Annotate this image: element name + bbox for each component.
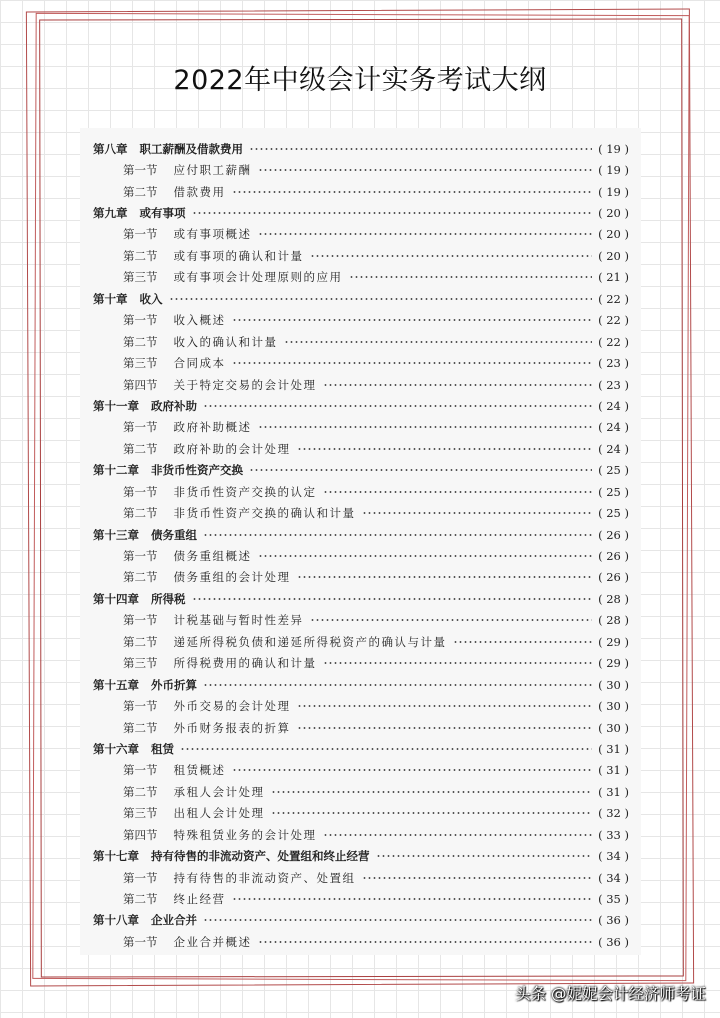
section-number: 第一节 (123, 870, 158, 885)
toc-chapter-row (93, 738, 629, 759)
section-title: 应付职工薪酬 (173, 163, 252, 178)
toc-section-row (93, 159, 629, 180)
section-number: 第一节 (123, 420, 158, 435)
section-title: 计税基础与暂时性差异 (173, 613, 304, 628)
page-number: ( 21 ) (598, 270, 629, 285)
chapter-title: 政府补助 (151, 398, 197, 413)
section-title: 非货币性资产交换的确认和计量 (173, 506, 356, 521)
toc-chapter-row (93, 395, 629, 416)
section-number: 第二节 (123, 334, 158, 349)
section-title: 终止经营 (173, 892, 226, 907)
section-title: 关于特定交易的会计处理 (173, 377, 317, 392)
dot-leader (203, 684, 592, 686)
toc-section-row (93, 481, 629, 502)
dot-leader (249, 148, 592, 150)
page-number: ( 31 ) (598, 784, 629, 799)
chapter-number: 第十七章 (93, 849, 139, 864)
page-number: ( 20 ) (598, 248, 629, 263)
toc-section-row (93, 224, 629, 245)
dot-leader (232, 898, 593, 900)
page-number: ( 30 ) (598, 720, 629, 735)
page-title: 2022年中级会计实务考试大纲 (173, 65, 547, 96)
dot-leader (271, 791, 593, 793)
dot-leader (349, 276, 593, 278)
page-number: ( 22 ) (598, 313, 629, 328)
page-number: ( 25 ) (598, 484, 629, 499)
section-number: 第一节 (123, 934, 158, 949)
toc-section-row (93, 931, 629, 952)
page-number: ( 22 ) (598, 291, 629, 306)
section-number: 第三节 (123, 270, 158, 285)
toc-section-row (93, 352, 629, 373)
section-number: 第一节 (123, 763, 158, 778)
dot-leader (203, 534, 592, 536)
page-number: ( 20 ) (598, 206, 629, 221)
page-number: ( 30 ) (598, 699, 629, 714)
dot-leader (258, 169, 593, 171)
toc-section-row (93, 417, 629, 438)
toc-chapter-row (93, 910, 629, 931)
dot-leader (310, 255, 593, 257)
dot-leader (249, 469, 592, 471)
page-number: ( 19 ) (598, 163, 629, 178)
section-number: 第三节 (123, 806, 158, 821)
section-title: 所得税费用的确认和计量 (173, 656, 317, 671)
section-number: 第四节 (123, 377, 158, 392)
section-title: 承租人会计处理 (173, 784, 265, 799)
section-title: 企业合并概述 (173, 934, 252, 949)
chapter-number: 第九章 (93, 206, 128, 221)
dot-leader (284, 341, 593, 343)
section-number: 第三节 (123, 656, 158, 671)
dot-leader (323, 491, 593, 493)
page-number: ( 26 ) (598, 570, 629, 585)
page-number: ( 35 ) (598, 892, 629, 907)
dot-leader (203, 919, 592, 921)
section-title: 收入的确认和计量 (173, 334, 278, 349)
section-number: 第四节 (123, 827, 158, 842)
dot-leader (323, 834, 593, 836)
dot-leader (232, 191, 593, 193)
chapter-number: 第十六章 (93, 741, 139, 756)
toc-section-row (93, 610, 629, 631)
section-title: 外币财务报表的折算 (173, 720, 291, 735)
dot-leader (232, 319, 593, 321)
page-number: ( 31 ) (598, 741, 629, 756)
page-number: ( 25 ) (598, 506, 629, 521)
page-number: ( 19 ) (598, 141, 629, 156)
section-number: 第二节 (123, 892, 158, 907)
page-number: ( 36 ) (598, 913, 629, 928)
chapter-title: 持有待售的非流动资产、处置组和终止经营 (151, 849, 370, 864)
toc-section-row (93, 888, 629, 909)
section-title: 合同成本 (173, 356, 226, 371)
toc-section-row (93, 695, 629, 716)
chapter-number: 第十二章 (93, 463, 139, 478)
page-number: ( 23 ) (598, 356, 629, 371)
chapter-number: 第十三章 (93, 527, 139, 542)
dot-leader (297, 576, 593, 578)
chapter-title: 租赁 (151, 741, 174, 756)
toc-section-row (93, 331, 629, 352)
section-number: 第二节 (123, 634, 158, 649)
section-number: 第二节 (123, 441, 158, 456)
toc-section-row (93, 567, 629, 588)
toc-section-row (93, 181, 629, 202)
section-number: 第二节 (123, 720, 158, 735)
chapter-number: 第十五章 (93, 677, 139, 692)
chapter-number: 第十四章 (93, 591, 139, 606)
dot-leader (362, 512, 593, 514)
section-number: 第二节 (123, 248, 158, 263)
section-title: 出租人会计处理 (173, 806, 265, 821)
toc-chapter-row (93, 524, 629, 545)
page-number: ( 28 ) (598, 591, 629, 606)
section-number: 第一节 (123, 227, 158, 242)
section-title: 或有事项会计处理原则的应用 (173, 270, 343, 285)
chapter-title: 收入 (139, 291, 163, 306)
toc-section-row (93, 781, 629, 802)
dot-leader (271, 812, 593, 814)
section-number: 第一节 (123, 484, 158, 499)
chapter-title: 非货币性资产交换 (151, 463, 243, 478)
toc-section-row (93, 545, 629, 566)
dot-leader (323, 662, 593, 664)
toc-section-row (93, 717, 629, 738)
dot-leader (258, 941, 593, 943)
page-number: ( 28 ) (598, 613, 629, 628)
watermark: 头条 @妮妮会计经济师考证 (515, 985, 706, 1003)
section-title: 持有待售的非流动资产、处置组 (173, 870, 356, 885)
page-number: ( 34 ) (598, 870, 629, 885)
dot-leader (297, 727, 593, 729)
section-title: 收入概述 (173, 313, 226, 328)
dot-leader (232, 769, 593, 771)
dot-leader (258, 233, 593, 235)
section-title: 非货币性资产交换的认定 (173, 484, 317, 499)
chapter-title: 债务重组 (151, 527, 197, 542)
toc-section-row (93, 245, 629, 266)
page-number: ( 34 ) (598, 849, 629, 864)
dot-leader (192, 598, 593, 600)
toc-section-row (93, 803, 629, 824)
section-number: 第二节 (123, 184, 158, 199)
page-number: ( 24 ) (598, 420, 629, 435)
chapter-number: 第八章 (93, 141, 128, 156)
toc-section-row (93, 374, 629, 395)
page-number: ( 31 ) (598, 763, 629, 778)
dot-leader (323, 384, 593, 386)
section-title: 债务重组概述 (173, 549, 252, 564)
section-number: 第一节 (123, 313, 158, 328)
page-number: ( 23 ) (598, 377, 629, 392)
dot-leader (376, 855, 593, 857)
toc-chapter-row (93, 288, 629, 309)
dot-leader (169, 298, 593, 300)
dot-leader (232, 362, 593, 364)
dot-leader (180, 748, 592, 750)
page-number: ( 30 ) (598, 677, 629, 692)
section-number: 第二节 (123, 506, 158, 521)
section-title: 政府补助的会计处理 (173, 441, 291, 456)
section-title: 或有事项概述 (173, 227, 252, 242)
toc-section-row (93, 867, 629, 888)
page-number: ( 24 ) (598, 398, 629, 413)
section-title: 递延所得税负债和递延所得税资产的确认与计量 (173, 634, 447, 649)
section-number: 第一节 (123, 163, 158, 178)
page-number: ( 24 ) (598, 441, 629, 456)
toc-chapter-row (93, 845, 629, 866)
dot-leader (297, 705, 593, 707)
section-title: 政府补助概述 (173, 420, 252, 435)
section-title: 特殊租赁业务的会计处理 (173, 827, 317, 842)
table-of-contents (80, 128, 641, 955)
page-number: ( 19 ) (598, 184, 629, 199)
page-number: ( 20 ) (598, 227, 629, 242)
toc-section-row (93, 438, 629, 459)
toc-chapter-row (93, 588, 629, 609)
page-number: ( 26 ) (598, 549, 629, 564)
dot-leader (310, 619, 593, 621)
section-number: 第一节 (123, 699, 158, 714)
section-title: 租赁概述 (173, 763, 226, 778)
dot-leader (192, 212, 593, 214)
toc-section-row (93, 653, 629, 674)
chapter-title: 外币折算 (151, 677, 197, 692)
toc-section-row (93, 502, 629, 523)
section-title: 或有事项的确认和计量 (173, 248, 304, 263)
section-number: 第二节 (123, 570, 158, 585)
dot-leader (258, 555, 593, 557)
toc-section-row (93, 760, 629, 781)
page-number: ( 33 ) (598, 827, 629, 842)
chapter-title: 或有事项 (139, 206, 186, 221)
chapter-title: 所得税 (151, 591, 186, 606)
chapter-title: 企业合并 (151, 913, 197, 928)
page-number: ( 26 ) (598, 527, 629, 542)
section-number: 第二节 (123, 784, 158, 799)
page-number: ( 29 ) (598, 656, 629, 671)
page-number: ( 25 ) (598, 463, 629, 478)
section-title: 债务重组的会计处理 (173, 570, 291, 585)
section-title: 外币交易的会计处理 (173, 699, 291, 714)
page-number: ( 32 ) (598, 806, 629, 821)
chapter-number: 第十八章 (93, 913, 139, 928)
toc-section-row (93, 310, 629, 331)
dot-leader (297, 448, 593, 450)
page-number: ( 36 ) (598, 934, 629, 949)
section-number: 第一节 (123, 549, 158, 564)
dot-leader (203, 405, 592, 407)
toc-section-row (93, 631, 629, 652)
toc-chapter-row (93, 138, 629, 159)
dot-leader (362, 877, 593, 879)
dot-leader (258, 426, 593, 428)
toc-chapter-row (93, 202, 629, 223)
section-number: 第三节 (123, 356, 158, 371)
page-number: ( 22 ) (598, 334, 629, 349)
page-number: ( 29 ) (598, 634, 629, 649)
chapter-title: 职工薪酬及借款费用 (139, 141, 243, 156)
section-number: 第一节 (123, 613, 158, 628)
chapter-number: 第十章 (93, 291, 128, 306)
dot-leader (453, 641, 593, 643)
section-title: 借款费用 (173, 184, 226, 199)
toc-section-row (93, 267, 629, 288)
toc-chapter-row (93, 460, 629, 481)
toc-chapter-row (93, 674, 629, 695)
toc-section-row (93, 824, 629, 845)
chapter-number: 第十一章 (93, 398, 139, 413)
